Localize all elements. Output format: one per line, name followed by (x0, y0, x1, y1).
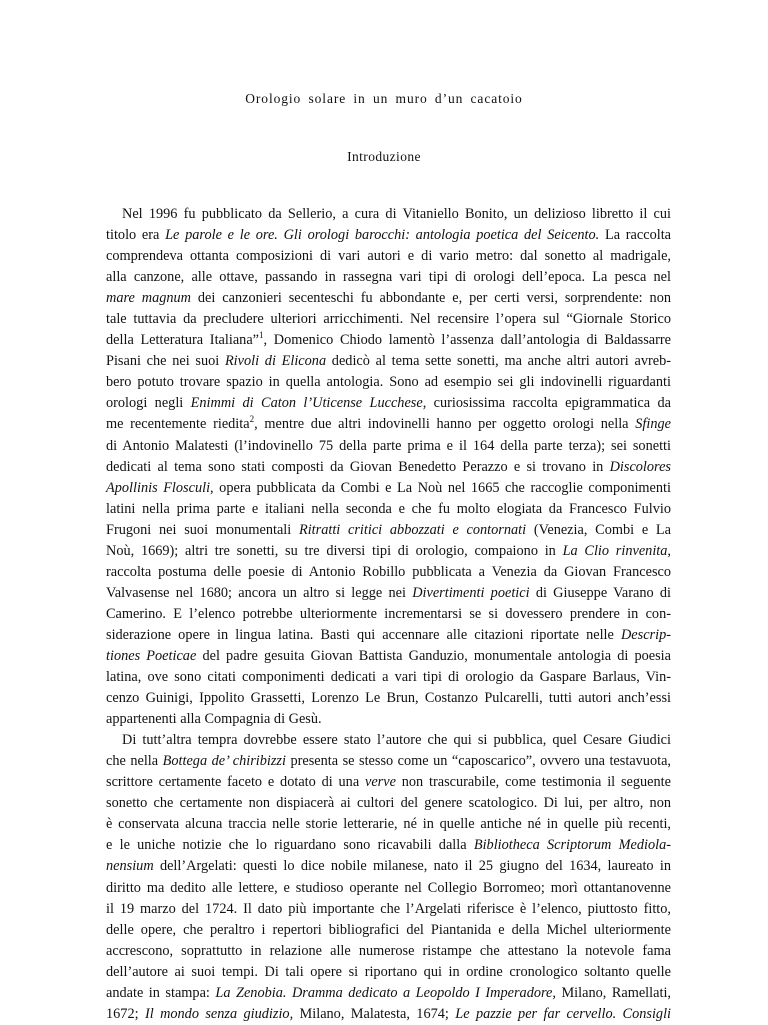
italic-title: Enimmi di Caton l’Uticense Lucchese (190, 395, 423, 412)
text-line: il 19 marzo del 1724. Il dato più importante che l’Argelati riferisce è l’elenco, piuttosto fitto, (106, 900, 671, 917)
italic-title: La Clio rinvenita, (562, 542, 671, 559)
text-line: sonetto che certamente non dispiacerà ai cultori del genere scatologico. Di lui, per altro, non (106, 795, 671, 812)
italic-title: Descrip- (620, 626, 671, 643)
text-line: mare magnum dei canzonieri secenteschi fu abbondante e, per certi versi, sorprendente: non (106, 290, 671, 307)
italic-title: Il mondo senza giudizio, (144, 1005, 294, 1022)
text-line: Noù, 1669); altri tre sonetti, su tre diversi tipi di orologio, compaiono in La Clio rinvenita, (106, 542, 671, 559)
text-line: è conservata alcuna traccia nelle storie letterarie, né in quelle antiche né in quelle più recenti, (106, 816, 671, 833)
text-line: delle opere, che peraltro i repertori bibliografici del Piantanida e della Michel ulteriormente (106, 921, 671, 938)
text-line: Frugoni nei suoi monumentali Ritratti critici abbozzati e contornati (Venezia, Combi e La (106, 521, 671, 538)
text-line: 1672; Il mondo senza giudizio, Milano, Malatesta, 1674; Le pazzie per far cervello. Consigli (106, 1005, 672, 1022)
text-line: siderazione opere in lingua latina. Basti qui accennare alle citazioni riportate nelle Descrip- (106, 626, 671, 643)
text-line: nensium dell’Argelati: questi lo dice nobile milanese, nato il 25 giugno del 1634, laureato in (106, 858, 671, 875)
italic-title: tiones Poeticae (106, 647, 197, 664)
text-line: cenzo Guinigi, Ippolito Grassetti, Lorenzo Le Brun, Costanzo Pulcarelli, tutti autori anch’essi (106, 690, 671, 707)
text-line: Valvasense nel 1680; ancora un altro si legge nei Divertimenti poetici di Giuseppe Varano di (106, 584, 671, 601)
section-heading: Introduzione (347, 149, 421, 164)
italic-title: Le pazzie per far cervello. Consigli (455, 1005, 672, 1022)
text-line: di Antonio Malatesti (l’indovinello 75 della parte prima e il 164 della parte terza); sei sonetti (106, 437, 671, 454)
italic-title: Ritratti critici abbozzati e contornati (298, 521, 527, 538)
text-line: latini nella prima parte e italiani nella seconda e che fu molto elogiata da Francesco Fulvio (106, 500, 671, 517)
text-line: dell’autore ai suoi tempi. Di tali opere si riportano qui in ordine cronologico soltanto quelle (106, 963, 671, 980)
text-line: raccolta postuma delle poesie di Antonio Robillo pubblicata a Venezia da Giovan Francesco (106, 563, 671, 580)
italic-title: verve (364, 774, 396, 791)
text-line: andate in stampa: La Zenobia. Dramma dedicato a Leopoldo I Imperadore, Milano, Ramellati, (106, 984, 671, 1001)
italic-title: Discolores (609, 458, 671, 475)
italic-title: Sfinge (635, 416, 671, 433)
text-line: che nella Bottega de’ chiribizzi presenta se stesso come un “caposcarico”, ovvero una testavuota, (106, 753, 671, 770)
text-line: Di tutt’altra tempra dovrebbe essere stato l’autore che qui si pubblica, quel Cesare Giudici (122, 732, 671, 749)
text-line: latina, ove sono citati componimenti dedicati a vari tipi di orologio da Gaspare Barlaus, Vin- (106, 669, 671, 686)
text-line: Apollinis Flosculi, opera pubblicata da Combi e La Noù nel 1665 che raccoglie componimenti (106, 479, 671, 496)
text-line: dedicati al tema sono stati composti da Giovan Benedetto Perazzo e si trovano in Discolores (106, 458, 671, 475)
italic-title: La Zenobia. Dramma dedicato a Leopoldo I Imperadore, (215, 984, 556, 1001)
text-line: comprendeva ottanta composizioni di vari autori e di vario metro: dal sonetto al madrigale, (106, 248, 671, 265)
italic-title: nensium (106, 858, 154, 875)
italic-title: Apollinis Flosculi, (106, 479, 214, 496)
page-title: Orologio solare in un muro d’un cacatoio (245, 91, 523, 106)
italic-title: Rivoli di Elicona (224, 353, 327, 370)
text-line: orologi negli Enimmi di Caton l’Uticense Lucchese, curiosissima raccolta epigrammatica da (106, 395, 671, 412)
text-line: della Letteratura Italiana”$^1$, Domenico Chiodo lamentò l’assenza dall’antologia di Baldassarre (106, 330, 672, 349)
text-line: me recentemente riedita$^2$, mentre due altri indovinelli hanno per oggetto orologi nella Sfinge (106, 414, 671, 433)
text-line: Camerino. E l’elenco potrebbe ulteriormente incrementarsi se si dovessero prendere in con- (106, 605, 671, 622)
text-line: accrescono, soprattutto in relazione alle numerose ristampe che attestano la notevole fama (106, 942, 671, 959)
footnote-ref: 1 (259, 330, 264, 341)
text-line: Pisani che nei suoi Rivoli di Elicona dedicò al tema sette sonetti, ma anche altri autori avreb- (106, 353, 671, 370)
italic-title: mare magnum (106, 290, 191, 307)
body-text (106, 204, 671, 1025)
text-line: diritto ma dedito alle lettere, e studioso operante nel Collegio Borromeo; morì ottantanovenne (106, 879, 671, 896)
text-line: appartenenti alla Compagnia di Gesù. (106, 711, 322, 728)
italic-title: Bottega de’ chiribizzi (162, 753, 286, 770)
italic-title: Le parole e le ore. Gli orologi barocchi: antologia poetica del Seicento. (165, 227, 600, 244)
text-line: alla canzone, alle ottave, passando in rassegna vari tipi di orologi dell’epoca. La pesca nel (106, 269, 671, 286)
text-line: tale tuttavia da precludere ulteriori arricchimenti. Nel recensire l’opera sul “Giornale Storico (106, 311, 671, 328)
text-line: Nel 1996 fu pubblicato da Sellerio, a cura di Vitaniello Bonito, un delizioso libretto il cui (122, 206, 671, 222)
italic-title: Bibliotheca Scriptorum Mediola- (473, 837, 671, 854)
text-line: tiones Poeticae del padre gesuita Giovan Battista Ganduzio, monumentale antologia di poesia (106, 647, 671, 664)
text-line: e le uniche notizie che lo riguardano sono ricavabili dalla Bibliotheca Scriptorum Mediola- (106, 837, 671, 854)
text-line: scrittore certamente faceto e dotato di una verve non trascurabile, come testimonia il seguente (106, 774, 671, 791)
footnote-ref: 2 (249, 414, 255, 425)
text-line: bero potuto trovare spazio in quella antologia. Sono ad esempio sei gli indovinelli riguardanti (106, 374, 671, 391)
text-line: titolo era Le parole e le ore. Gli orologi barocchi: antologia poetica del Seicento. La raccolta (106, 227, 672, 244)
italic-title: Divertimenti poetici (412, 584, 530, 601)
